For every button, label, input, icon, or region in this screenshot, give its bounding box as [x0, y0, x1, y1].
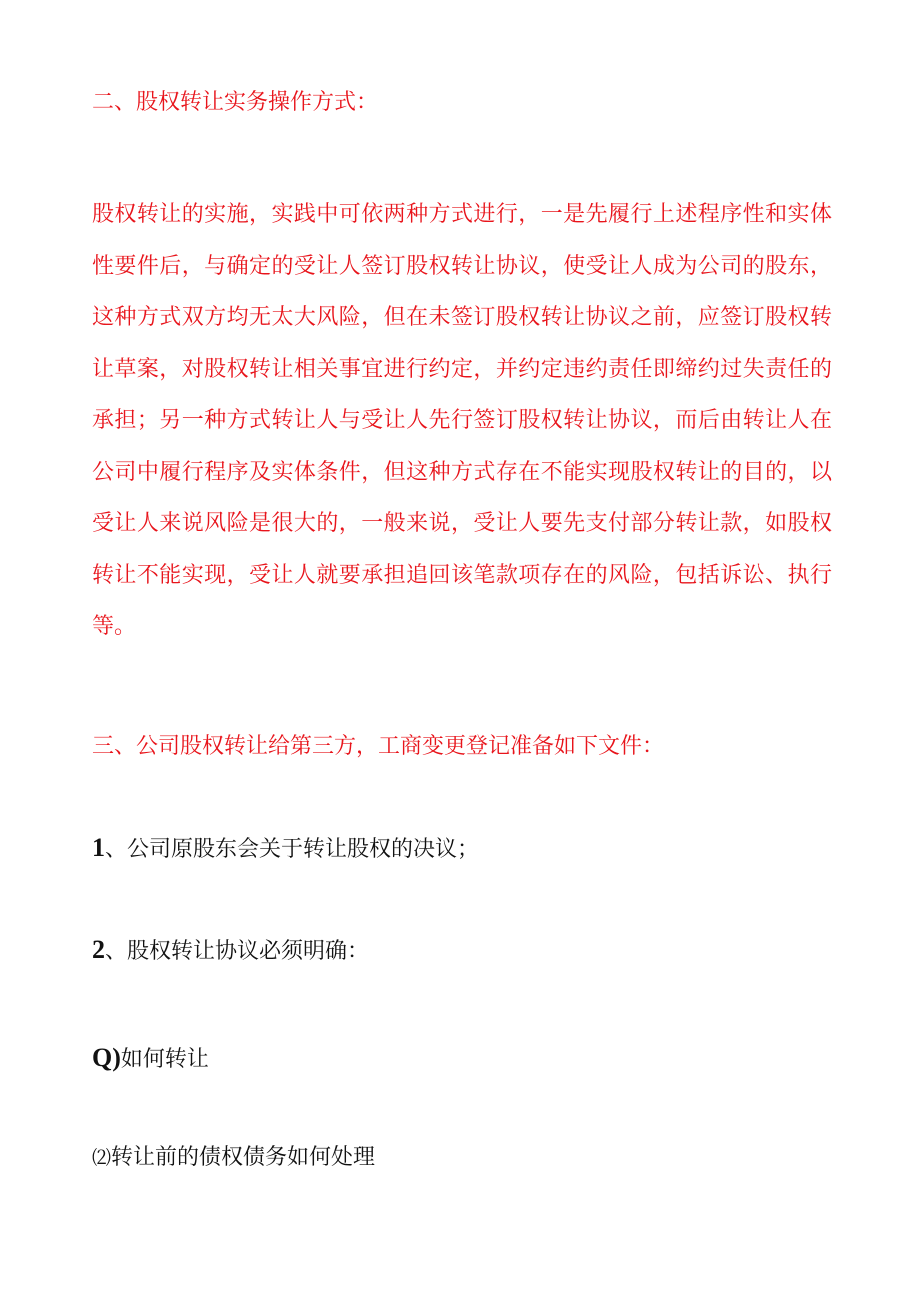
share-transfer-paragraph: 股权转让的实施，实践中可依两种方式进行，一是先履行上述程序性和实体性要件后，与确定的受让人签订股权转让协议，使受让人成为公司的股东，这种方式双方均无太大风险，但在未签订股权转让协议之前，应签订股权转让草案，对股权转让相关事宜进行约定，并约定违约责任即缔约过失责任的承担；另一种方式转让人与受让人先行签订股权转让协议，而后由转让人在公司中履行程序及实体条件，但这种方式存在不能实现股权转让的目的，以受让人来说风险是很大的，一般来说，受让人要先支付部分转让款，如股权转让不能实现，受让人就要承担追回该笔款项存在的风险，包括诉讼、执行等。 — [92, 202, 832, 639]
sub-item-2-text: 转让前的债权债务如何处理 — [111, 1145, 376, 1170]
list-item-2 — [92, 935, 369, 967]
sub-item-2-number: ⑵ — [92, 1147, 112, 1169]
sub-item-1-number: Q) — [92, 1043, 121, 1072]
sub-item-1-text: 如何转让 — [120, 1047, 209, 1072]
list-item-1-text: 、公司原股东会关于转让股权的决议； — [105, 837, 480, 862]
sub-item-1 — [92, 1043, 209, 1075]
section-heading-three: 三、公司股权转让给第三方，工商变更登记准备如下文件： — [92, 734, 665, 759]
sub-item-2 — [92, 1143, 375, 1173]
list-item-2-number: 2 — [92, 935, 105, 964]
section-heading-two: 二、股权转让实务操作方式： — [92, 90, 379, 115]
list-item-1-number: 1 — [92, 833, 105, 862]
list-item-2-text: 、股权转让协议必须明确： — [105, 939, 370, 964]
list-item-1 — [92, 833, 479, 865]
